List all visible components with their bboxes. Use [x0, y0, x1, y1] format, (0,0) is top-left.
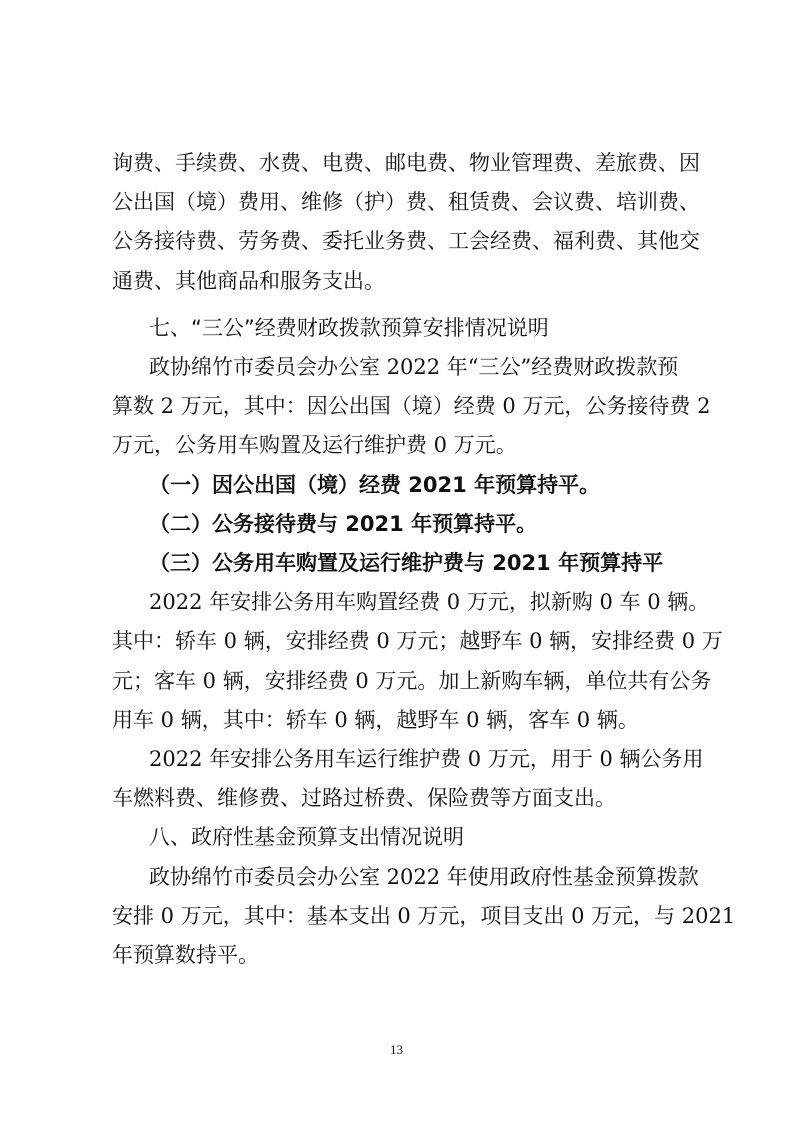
paragraph-line: 车燃料费、维修费、过路过桥费、保险费等方面支出。: [112, 786, 616, 810]
paragraph-line: 年预算数持平。: [112, 943, 259, 967]
section-heading: 八、政府性基金预算支出情况说明: [149, 825, 464, 849]
subsection-heading: （三）公务用车购置及运行维护费与 2021 年预算持平: [149, 551, 664, 575]
subsection-heading: （二）公务接待费与 2021 年预算持平。: [149, 512, 538, 536]
paragraph-line: 万元，公务用车购置及运行维护费 0 万元。: [112, 433, 517, 457]
paragraph-line: 2022 年安排公务用车运行维护费 0 万元，用于 0 辆公务用: [149, 747, 704, 771]
section-heading: 七、“三公”经费财政拨款预算安排情况说明: [149, 316, 549, 340]
paragraph-line: 2022 年安排公务用车购置经费 0 万元，拟新购 0 车 0 辆。: [149, 590, 710, 614]
paragraph-line: 其中：轿车 0 辆，安排经费 0 万元；越野车 0 辆，安排经费 0 万: [112, 629, 723, 653]
paragraph-line: 算数 2 万元，其中：因公出国（境）经费 0 万元，公务接待费 2: [112, 394, 711, 418]
paragraph-line: 安排 0 万元，其中：基本支出 0 万元，项目支出 0 万元，与 2021: [112, 904, 736, 928]
paragraph-line: 用车 0 辆，其中：轿车 0 辆，越野车 0 辆，客车 0 辆。: [112, 708, 639, 732]
paragraph-line: 政协绵竹市委员会办公室 2022 年“三公”经费财政拨款预: [149, 355, 679, 379]
paragraph-line: 元；客车 0 辆，安排经费 0 万元。加上新购车辆，单位共有公务: [112, 669, 712, 693]
page-number: 13: [390, 1042, 403, 1057]
paragraph-line: 通费、其他商品和服务支出。: [112, 269, 385, 293]
paragraph-line: 公务接待费、劳务费、委托业务费、工会经费、福利费、其他交: [112, 229, 700, 253]
subsection-heading: （一）因公出国（境）经费 2021 年预算持平。: [149, 473, 601, 497]
paragraph-line: 询费、手续费、水费、电费、邮电费、物业管理费、差旅费、因: [112, 151, 700, 175]
paragraph-line: 公出国（境）费用、维修（护）费、租赁费、会议费、培训费、: [112, 190, 700, 214]
paragraph-line: 政协绵竹市委员会办公室 2022 年使用政府性基金预算拨款: [149, 865, 699, 889]
